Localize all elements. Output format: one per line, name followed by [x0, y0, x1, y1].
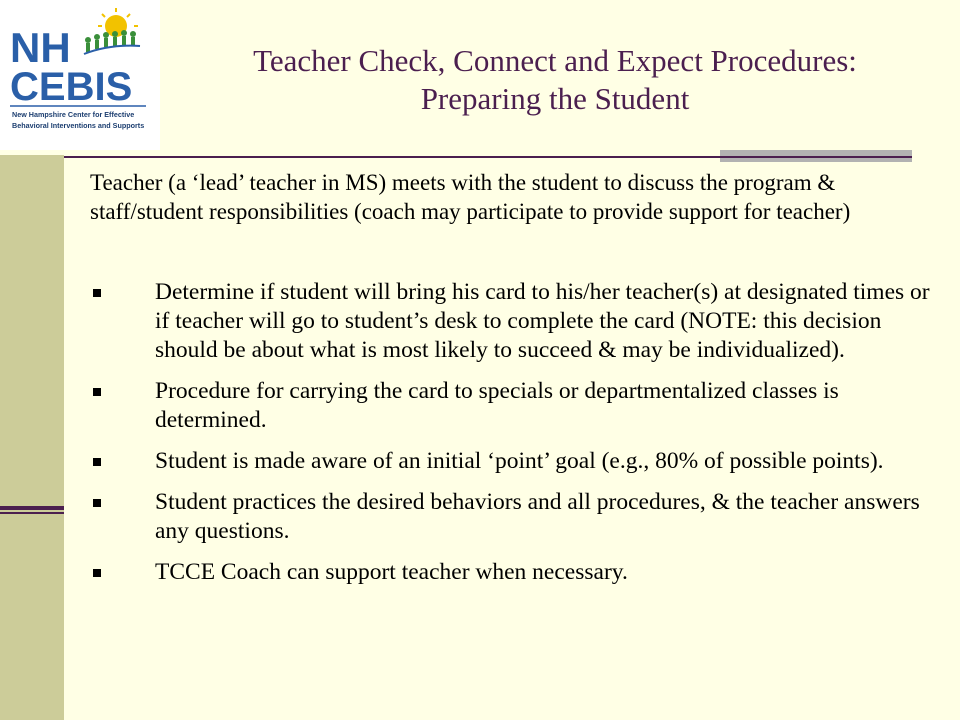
logo-graphic — [0, 0, 160, 150]
bullet-text: Procedure for carrying the card to specials or departmentalized classes is determined. — [155, 378, 839, 433]
title-line-2: Preparing the Student — [420, 81, 690, 116]
list-item — [90, 377, 935, 435]
logo-subtitle-line1: New Hampshire Center for Effective — [12, 110, 135, 119]
header-divider — [40, 156, 912, 158]
square-bullet-icon — [93, 458, 101, 466]
list-item — [90, 447, 935, 476]
arc-icon — [84, 46, 140, 54]
title-line-1: Teacher Check, Connect and Expect Procedures: — [253, 43, 857, 78]
bullet-text: Student practices the desired behaviors and all procedures, & the teacher answers any questions. — [155, 489, 920, 544]
square-bullet-icon — [93, 499, 101, 507]
slide-title — [170, 42, 940, 118]
bullet-list — [90, 278, 935, 599]
list-item — [90, 278, 935, 365]
left-bar-divider — [0, 506, 64, 510]
logo-subtitle-line2: Behavioral Interventions and Supports — [12, 121, 145, 130]
bullet-text: Determine if student will bring his card to his/her teacher(s) at designated times or if teacher will go to student’s desk to complete the card (NOTE: this decision should be about what is most likely to succeed & may be individualized). — [155, 279, 930, 363]
bullet-text: TCCE Coach can support teacher when necessary. — [155, 559, 628, 585]
bullet-text: Student is made aware of an initial ‘point’ goal (e.g., 80% of possible points). — [155, 448, 884, 474]
logo-line1: NH — [10, 24, 71, 71]
left-bar-divider-thin — [0, 512, 64, 514]
square-bullet-icon — [93, 289, 101, 297]
list-item — [90, 488, 935, 546]
nhcebis-logo — [0, 0, 160, 150]
left-decorative-bar — [0, 155, 64, 720]
square-bullet-icon — [93, 388, 101, 396]
list-item — [90, 558, 935, 587]
intro-paragraph: Teacher (a ‘lead’ teacher in MS) meets with the student to discuss the program & staff/student responsibilities (coach may participate to provide support for teacher) — [90, 170, 851, 224]
logo-line2: CEBIS — [10, 65, 133, 109]
square-bullet-icon — [93, 569, 101, 577]
